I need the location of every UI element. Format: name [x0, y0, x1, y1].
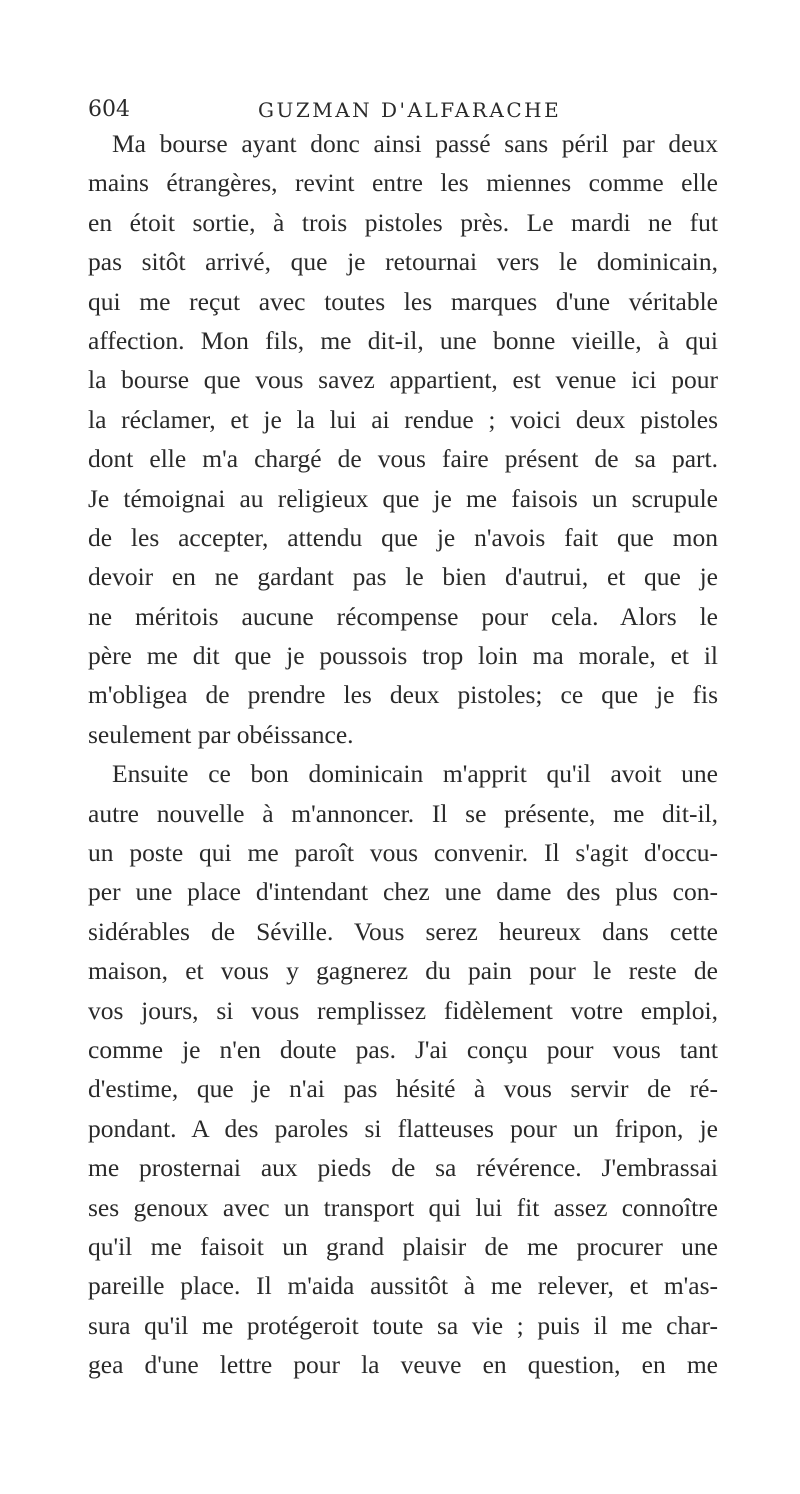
- text-line: dont elle m'a chargé de vous faire présent de sa part.: [88, 444, 718, 474]
- text-line: vos jours, si vous remplissez fidèlement votre emploi,: [88, 995, 718, 1025]
- text-line: Ensuite ce bon dominicain m'apprit qu'il avoit une: [112, 759, 718, 789]
- text-line: seulement par obéissance.: [88, 719, 354, 749]
- text-line: qu'il me faisoit un grand plaisir de me procurer une: [88, 1231, 718, 1261]
- text-line: qui me reçut avec toutes les marques d'une véritable: [88, 286, 718, 316]
- text-line: ne méritois aucune récompense pour cela. Alors le: [88, 601, 718, 631]
- text-line: pas sitôt arrivé, que je retournai vers le dominicain,: [88, 247, 718, 277]
- text-line: gea d'une lettre pour la veuve en question, en me: [88, 1350, 718, 1380]
- text-line: mains étrangères, revint entre les miennes comme elle: [88, 168, 718, 198]
- text-line: sidérables de Séville. Vous serez heureux dans cette: [88, 916, 718, 946]
- text-line: per une place d'intendant chez une dame des plus con-: [88, 877, 718, 907]
- page-number: 604: [88, 97, 130, 122]
- text-line: la bourse que vous savez appartient, est venue ici pour: [88, 365, 718, 395]
- text-line: pareille place. Il m'aida aussitôt à me relever, et m'as-: [88, 1271, 718, 1301]
- running-head: [88, 93, 728, 127]
- text-line: m'obligea de prendre les deux pistoles; ce que je fis: [88, 680, 718, 710]
- text-line: ses genoux avec un transport qui lui fit assez connoître: [88, 1192, 718, 1222]
- text-line: Ma bourse ayant donc ainsi passé sans péril par deux: [112, 129, 718, 158]
- text-line: en étoit sortie, à trois pistoles près. Le mardi ne fut: [88, 207, 718, 237]
- text-line: pondant. A des paroles si flatteuses pour un fripon, je: [88, 1113, 718, 1143]
- running-title: GUZMAN D'ALFARACHE: [258, 98, 562, 122]
- body-text: [88, 124, 718, 1385]
- text-line: comme je n'en doute pas. J'ai conçu pour vous tant: [88, 1034, 718, 1064]
- text-line: d'estime, que je n'ai pas hésité à vous servir de ré-: [88, 1074, 718, 1104]
- text-line: un poste qui me paroît vous convenir. Il s'agit d'occu-: [88, 838, 718, 868]
- text-line: Je témoignai au religieux que je me faisois un scrupule: [88, 483, 718, 513]
- text-line: père me dit que je poussois trop loin ma morale, et il: [88, 641, 718, 671]
- text-line: de les accepter, attendu que je n'avois fait que mon: [88, 522, 718, 552]
- text-line: la réclamer, et je la lui ai rendue ; voici deux pistoles: [88, 404, 718, 434]
- text-line: me prosternai aux pieds de sa révérence. J'embrassai: [88, 1153, 718, 1183]
- text-line: affection. Mon fils, me dit-il, une bonne vieille, à qui: [88, 325, 718, 355]
- text-line: maison, et vous y gagnerez du pain pour le reste de: [88, 956, 718, 986]
- text-line: devoir en ne gardant pas le bien d'autrui, et que je: [88, 562, 718, 592]
- text-line: sura qu'il me protégeroit toute sa vie ; puis il me char-: [88, 1310, 718, 1340]
- text-line: autre nouvelle à m'annoncer. Il se présente, me dit-il,: [88, 798, 718, 828]
